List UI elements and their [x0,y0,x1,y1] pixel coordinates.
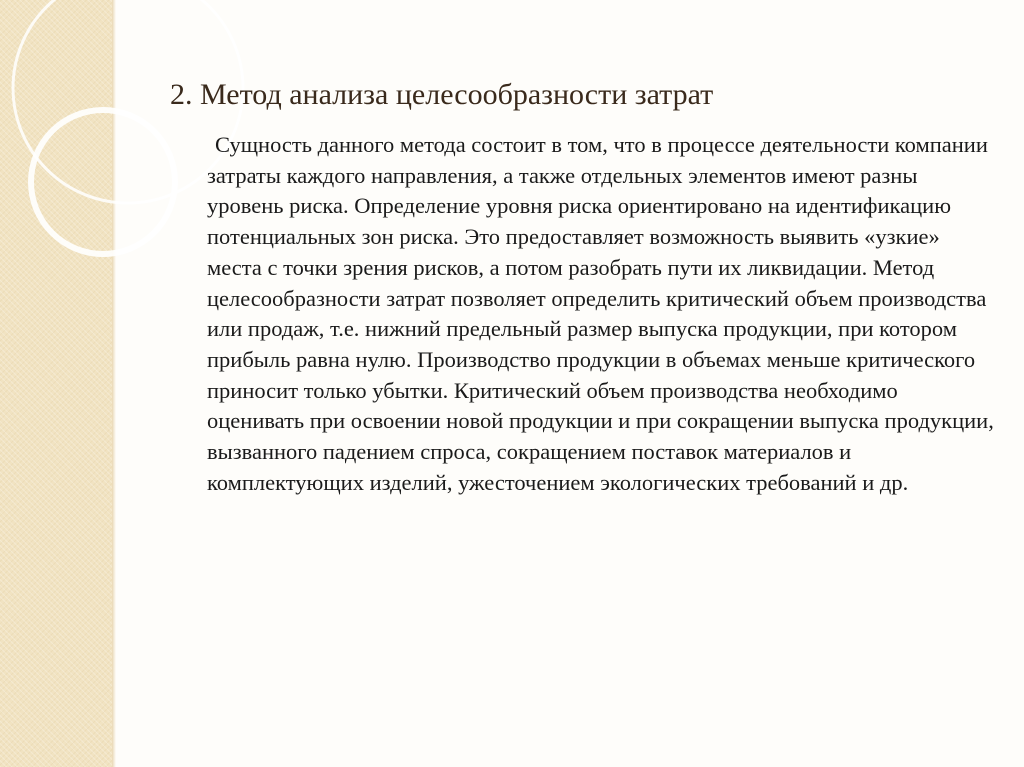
slide-title: 2. Метод анализа целесообразности затрат [170,78,714,111]
slide-body-text: Сущность данного метода состоит в том, что в процессе деятельности компании затраты каждого направления, а также отдельных элементов имеют разны уровень риска. Определение уровня риска ориентировано на идентификацию потенциальных зон риска. Это предоставляет возможность выявить «узкие» места с точки зрения рисков, а потом разобрать пути их ликвидации. Метод целесообразности затрат позволяет определить критический объем производства или продаж, т.е. нижний предельный размер выпуска продукции, при котором прибыль равна нулю. Производство продукции в объемах меньше критического приносит только убытки. Критический объем производства необходимо оценивать при освоении новой продукции и при сокращении выпуска продукции, вызванного падением спроса, сокращением поставок материалов и комплектующих изделий, ужесточением экологических требований и др. [207,132,994,495]
small-decorative-circle [31,110,175,254]
